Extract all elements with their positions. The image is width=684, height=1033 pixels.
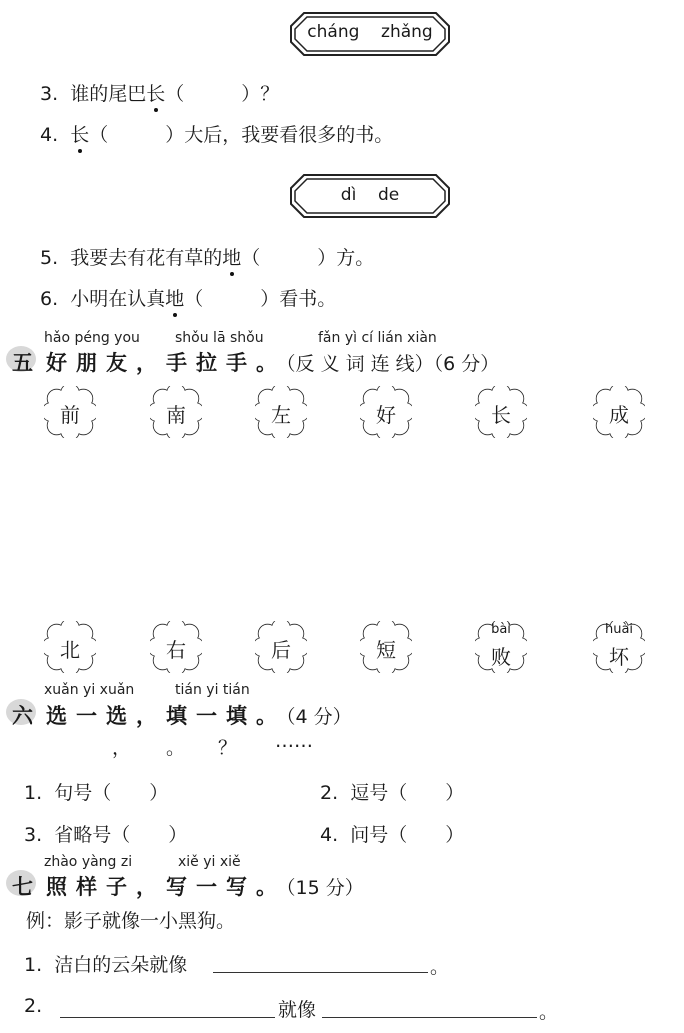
antonym-top-char: 南 — [166, 403, 186, 427]
antonym-bottom-box-5 — [475, 621, 527, 673]
pinyin-box-di-de — [290, 174, 450, 218]
punctuation-item-4: 4. 问号（ ） — [320, 824, 465, 846]
section-7-heading: 照样子，写一写。（15 分） — [46, 875, 364, 899]
box-pinyin-label: dì de — [340, 185, 400, 205]
punctuation-item-1: 1. 句号（ ） — [24, 782, 169, 804]
antonym-top-box-2 — [150, 386, 202, 438]
answer-line-1[interactable] — [213, 972, 428, 973]
section-7-number: 七 — [12, 875, 33, 899]
writing-question-2: 2. — [24, 995, 43, 1017]
section5-pinyin-2: shǒu lā shǒu — [175, 330, 264, 346]
pinyin-box-chang-zhang — [290, 12, 450, 56]
antonym-bottom-box-1 — [44, 621, 96, 673]
antonym-top-char: 好 — [376, 403, 396, 427]
antonym-top-box-6 — [593, 386, 645, 438]
punctuation-item-2: 2. 逗号（ ） — [320, 782, 465, 804]
example-sentence: 例：影子就像一小黑狗。 — [26, 910, 236, 932]
section5-pinyin-3: fǎn yì cí lián xiàn — [318, 330, 437, 346]
antonym-bottom-box-4 — [360, 621, 412, 673]
section5-pinyin-1: hǎo péng you — [44, 330, 140, 346]
antonym-bottom-char: 坏 — [609, 645, 629, 669]
section-5-number: 五 — [12, 351, 33, 375]
section6-pinyin-2: tián yi tián — [175, 682, 250, 698]
writing-question-2-mid: 就像 — [278, 999, 317, 1021]
antonym-top-char: 成 — [609, 403, 629, 427]
antonym-top-box-5 — [475, 386, 527, 438]
question-4: 4. 长（ ）大后，我要看很多的书。 — [40, 124, 394, 146]
punctuation-ellipsis: …… — [275, 730, 313, 752]
antonym-top-box-3 — [255, 386, 307, 438]
antonym-top-char: 左 — [271, 403, 291, 427]
section-number-badge — [4, 868, 38, 898]
antonym-top-box-4 — [360, 386, 412, 438]
section-6-number: 六 — [12, 704, 33, 728]
antonym-bottom-char: 后 — [271, 638, 291, 662]
punctuation-comma: ， — [112, 737, 132, 759]
antonym-bottom-char: 短 — [376, 638, 396, 662]
section-number-badge — [4, 697, 38, 727]
antonym-bottom-box-3 — [255, 621, 307, 673]
antonym-top-char: 前 — [60, 403, 80, 427]
question-6: 6. 小明在认真地（ ）看书。 — [40, 288, 337, 310]
punctuation-item-3: 3. 省略号（ ） — [24, 824, 188, 846]
sentence-end-2: 。 — [539, 1001, 559, 1023]
section7-pinyin-2: xiě yi xiě — [178, 854, 241, 870]
punctuation-question: ？ — [218, 737, 238, 759]
writing-question-1: 1. 洁白的云朵就像 — [24, 954, 188, 976]
section-number-badge — [4, 344, 38, 374]
antonym-bottom-char: 北 — [60, 638, 80, 662]
sentence-end-1: 。 — [430, 956, 450, 978]
antonym-bottom-char: 右 — [166, 638, 186, 662]
question-5: 5. 我要去有花有草的地（ ）方。 — [40, 247, 375, 269]
antonym-bottom-box-6 — [593, 621, 645, 673]
answer-line-2a[interactable] — [60, 1017, 275, 1018]
section7-pinyin-1: zhào yàng zi — [44, 854, 133, 870]
antonym-top-box-1 — [44, 386, 96, 438]
section6-pinyin-1: xuǎn yi xuǎn — [44, 682, 135, 698]
box-pinyin-label: cháng zhǎng — [307, 22, 433, 42]
section-5-heading: 好朋友，手拉手。（反 义 词 连 线）（6 分） — [46, 351, 500, 375]
answer-line-2b[interactable] — [322, 1017, 537, 1018]
section-6-heading: 选一选，填一填。（4 分） — [46, 704, 352, 728]
antonym-top-char: 长 — [491, 403, 511, 427]
question-3: 3. 谁的尾巴长（ ）？ — [40, 83, 280, 105]
punctuation-period: 。 — [166, 737, 186, 759]
antonym-bottom-char-pinyin: bài — [491, 622, 511, 637]
antonym-bottom-char-pinyin: huài — [604, 622, 634, 637]
antonym-bottom-box-2 — [150, 621, 202, 673]
antonym-bottom-char: 败 — [491, 645, 511, 669]
